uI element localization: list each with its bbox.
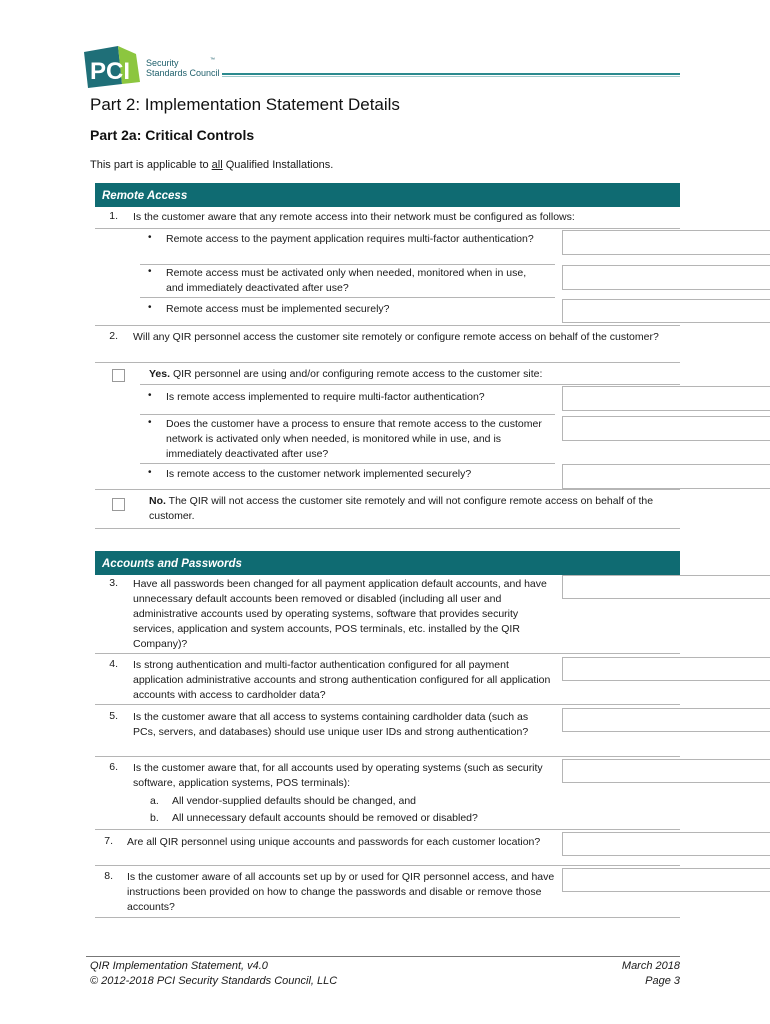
q1-bullet-3: Remote access must be implemented securely? [166, 303, 390, 315]
row-divider [95, 917, 680, 918]
header-rule [222, 73, 680, 75]
q1-answer-1[interactable] [562, 230, 770, 255]
row-divider [140, 384, 680, 385]
q2-no-checkbox[interactable] [112, 498, 125, 511]
row-divider [95, 756, 680, 757]
header-rule-light [222, 76, 680, 77]
row-divider [95, 829, 680, 830]
q2-yes-bullet-3: Is remote access to the customer network implemented securely? [166, 468, 472, 480]
q5-answer[interactable] [562, 708, 770, 732]
q8-text: Is the customer aware of all accounts set up by or used for QIR personnel access, and have instructions been provided on how to change the passwords and disable or remove those accounts? [127, 871, 555, 913]
trademark: ™ [210, 57, 215, 63]
q4-number: 4. [109, 658, 118, 670]
q6-sub-b: All unnecessary default accounts should be removed or disabled? [172, 812, 478, 824]
q7-number: 7. [104, 835, 113, 847]
footer-rule [86, 956, 680, 957]
q7-text: Are all QIR personnel using unique accounts and passwords for each customer location? [127, 836, 541, 848]
row-divider [140, 264, 555, 265]
q4-text: Is strong authentication and multi-factor authentication configured for all payment application administrative accounts and strong authentication configured for all application accounts with access to cardholder data? [133, 659, 551, 701]
row-divider [140, 414, 555, 415]
q2-no-label: No. The QIR will not access the customer site remotely and will not configure remote access on behalf of the customer. [149, 495, 654, 522]
q1-bullet-1: Remote access to the payment application requires multi-factor authentication? [166, 233, 534, 245]
q3-answer[interactable] [562, 575, 770, 599]
logo-mark: PCI [90, 58, 131, 85]
q1-number: 1. [109, 210, 118, 222]
q1-text: Is the customer aware that any remote access into their network must be configured as follows: [133, 211, 575, 223]
row-divider [95, 528, 680, 529]
bullet-icon: • [148, 417, 152, 428]
row-divider [95, 653, 680, 654]
row-divider [95, 865, 680, 866]
row-divider [95, 489, 680, 490]
page-title: Part 2: Implementation Statement Details [90, 95, 400, 114]
q2-answer-3[interactable] [562, 464, 770, 489]
q6-sub-a-label: a. [150, 795, 159, 807]
q1-answer-3[interactable] [562, 299, 770, 323]
q1-bullet-2: Remote access must be activated only when needed, monitored when in use, and immediately deactivated after use? [166, 267, 527, 294]
q2-answer-1[interactable] [562, 386, 770, 411]
q8-number: 8. [104, 870, 113, 882]
page-number: Page 3 [645, 975, 680, 987]
row-divider [140, 297, 555, 298]
q6-answer[interactable] [562, 759, 770, 783]
q7-answer[interactable] [562, 832, 770, 856]
logo-text: Security Standards Council [146, 58, 220, 78]
section-title: Part 2a: Critical Controls [90, 127, 255, 143]
q2-yes-label: Yes. QIR personnel are using and/or configuring remote access to the customer site: [149, 368, 543, 380]
footer-left [90, 959, 337, 989]
row-divider [95, 362, 680, 363]
row-divider [95, 228, 680, 229]
bullet-icon: • [148, 390, 152, 401]
q6-sub-a: All vendor-supplied defaults should be changed, and [172, 795, 417, 807]
q2-yes-bullet-2: Does the customer have a process to ensure that remote access to the customer network is activated only when needed, is monitored while in use, and is immediately deactivated after use? [166, 418, 542, 460]
q8-answer[interactable] [562, 868, 770, 892]
q4-answer[interactable] [562, 657, 770, 681]
q6-number: 6. [109, 761, 118, 773]
bullet-icon: • [148, 232, 152, 243]
bullet-icon: • [148, 266, 152, 277]
q3-text: Have all passwords been changed for all payment application default accounts, and have unnecessary default accounts been removed or disabled (including all user and administrative accounts used by operating systems, software that provides security services, application and system accounts, POS terminals, etc. installed by the QIR Company)? [133, 578, 547, 650]
footer-right [622, 959, 680, 989]
row-divider [95, 325, 680, 326]
row-divider [95, 704, 680, 705]
q5-number: 5. [109, 710, 118, 722]
accounts-heading: Accounts and Passwords [95, 551, 680, 575]
bullet-icon: • [148, 467, 152, 478]
q1-answer-2[interactable] [562, 265, 770, 290]
intro-text: This part is applicable to all Qualified Installations. [90, 159, 334, 171]
doc-name: QIR Implementation Statement, v4.0 [90, 960, 268, 972]
copyright: © 2012-2018 PCI Security Standards Council, LLC [90, 975, 338, 987]
remote-access-heading: Remote Access [95, 183, 680, 207]
row-divider [140, 463, 555, 464]
q2-yes-bullet-1: Is remote access implemented to require multi-factor authentication? [166, 391, 485, 403]
q2-number: 2. [109, 330, 118, 342]
q3-number: 3. [109, 577, 118, 589]
doc-date: March 2018 [621, 960, 680, 972]
q2-text: Will any QIR personnel access the customer site remotely or configure remote access on behalf of the customer? [133, 331, 659, 343]
bullet-icon: • [148, 302, 152, 313]
q6-sub-b-label: b. [150, 812, 159, 824]
q6-text: Is the customer aware that, for all accounts used by operating systems (such as security software, application systems, POS terminals): [133, 762, 543, 789]
q2-answer-2[interactable] [562, 416, 770, 441]
q2-yes-checkbox[interactable] [112, 369, 125, 382]
q5-text: Is the customer aware that all access to systems containing cardholder data (such as PCs, servers, and databases) should use unique user IDs and strong authentication? [133, 711, 529, 738]
